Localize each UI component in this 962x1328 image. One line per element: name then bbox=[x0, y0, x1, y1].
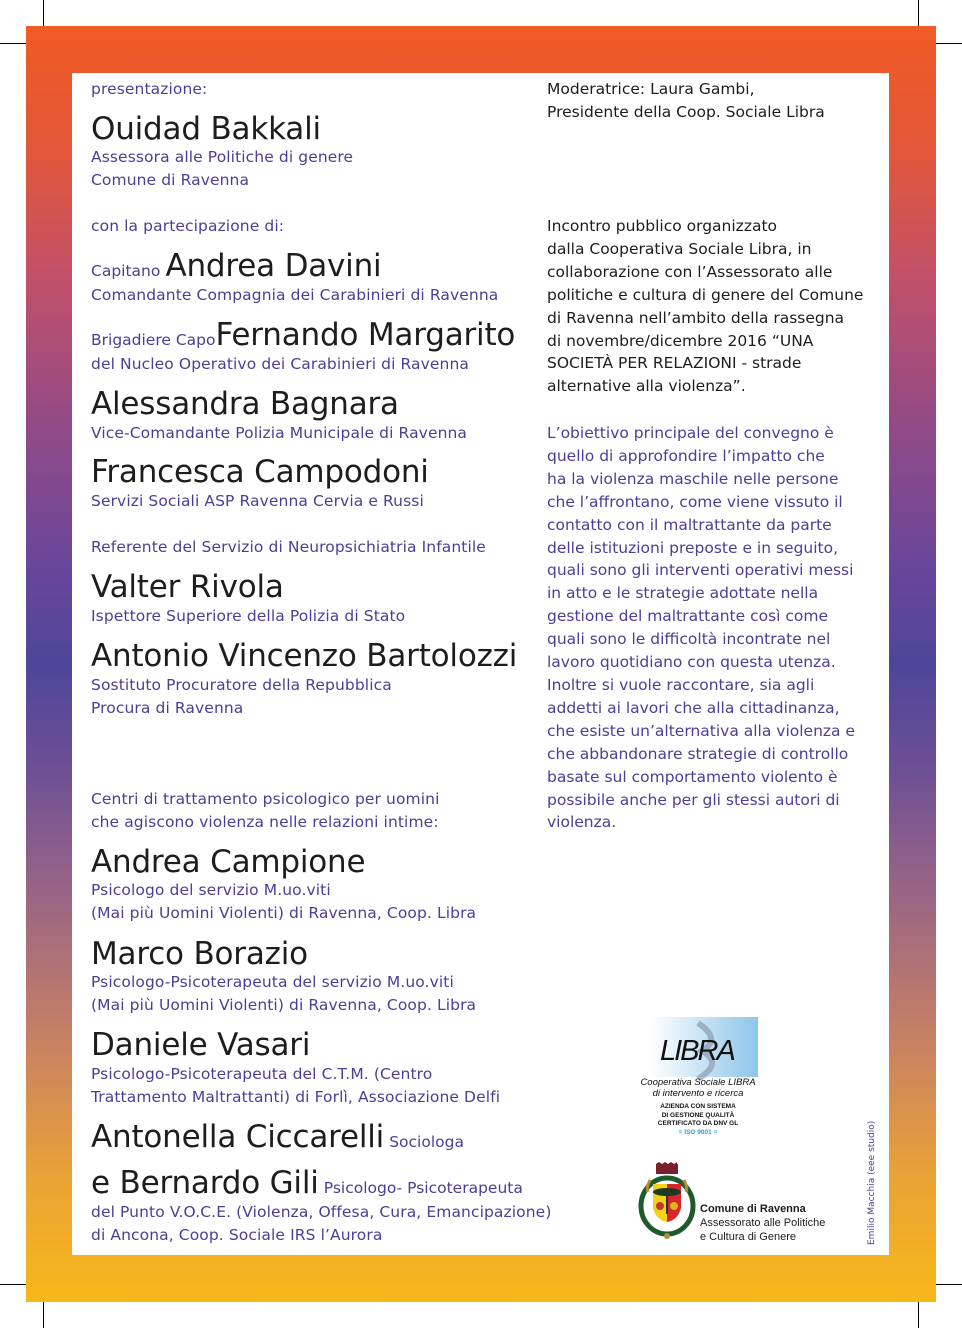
paragraph-line: alternative alla violenza”. bbox=[547, 377, 746, 396]
participant-role: Referente del Servizio di Neuropsichiatria Infantile bbox=[91, 538, 486, 556]
center-role-line: Psicologo del servizio M.uo.viti bbox=[91, 881, 331, 899]
ravenna-coat-of-arms-icon bbox=[636, 1162, 698, 1242]
ravenna-office-line: e Cultura di Genere bbox=[700, 1231, 796, 1243]
paragraph-line: basate sul comportamento violento è bbox=[547, 767, 838, 786]
centers-label-line: che agiscono violenza nelle relazioni intime: bbox=[91, 812, 439, 831]
paragraph-line: delle istituzioni preposte e in seguito, bbox=[547, 538, 839, 557]
moderator bbox=[547, 78, 882, 124]
participant-name: Francesca Campodoni bbox=[91, 454, 429, 490]
moderator-line: Moderatrice: Laura Gambi, bbox=[547, 80, 755, 98]
center-role bbox=[91, 1063, 500, 1108]
center-role-line: del Punto V.O.C.E. (Violenza, Offesa, Cura, Emancipazione) bbox=[91, 1203, 552, 1221]
participant-role-line: Procura di Ravenna bbox=[91, 698, 244, 717]
paragraph-line: quello di approfondire l’impatto che bbox=[547, 446, 825, 465]
paragraph-line: Inoltre si vuole raccontare, sia agli bbox=[547, 675, 815, 694]
center bbox=[91, 1166, 523, 1200]
paragraph-line: possibile anche per gli stessi autori di bbox=[547, 790, 840, 809]
center-name: Marco Borazio bbox=[91, 936, 308, 972]
libra-cert-line: AZIENDA CON SISTEMA bbox=[660, 1103, 736, 1110]
center-role-line: Trattamento Maltrattanti) di Forlì, Associazione Delfi bbox=[91, 1087, 501, 1106]
center-name: Andrea Campione bbox=[91, 844, 366, 880]
paragraph-line: che esiste un’alternativa alla violenza e bbox=[547, 721, 856, 740]
paragraph-line: di novembre/dicembre 2016 “UNA bbox=[547, 331, 814, 350]
centers-label bbox=[91, 788, 440, 833]
libra-cert-line: CERTIFICATO DA DNV GL bbox=[657, 1120, 739, 1127]
participant-role: Comandante Compagnia dei Carabinieri di Ravenna bbox=[91, 286, 499, 304]
participant bbox=[91, 249, 381, 283]
center-name: Antonella Ciccarelli bbox=[91, 1119, 385, 1155]
paragraph-line: SOCIETÀ PER RELAZIONI - strade bbox=[547, 354, 802, 373]
participant-name: Valter Rivola bbox=[91, 569, 284, 605]
center-role-line: Psicologo-Psicoterapeuta del C.T.M. (Centro bbox=[91, 1065, 433, 1083]
participant-name: Alessandra Bagnara bbox=[91, 386, 399, 422]
moderator-line: Presidente della Coop. Sociale Libra bbox=[547, 102, 825, 121]
paragraph-line: ha la violenza maschile nelle persone bbox=[547, 469, 839, 488]
paragraph-line: gestione del maltrattante così come bbox=[547, 607, 829, 626]
center-role bbox=[91, 879, 476, 924]
paragraph-line: collaborazione con l’Assessorato alle bbox=[547, 262, 833, 281]
objective-paragraph bbox=[547, 422, 882, 834]
center-role: Sociologa bbox=[389, 1133, 464, 1151]
presenter-name: Ouidad Bakkali bbox=[91, 111, 321, 147]
participant-role-line: Sostituto Procuratore della Repubblica bbox=[91, 676, 392, 694]
center-name: Daniele Vasari bbox=[91, 1027, 311, 1063]
paragraph-line: in atto e le strategie adottate nella bbox=[547, 584, 819, 603]
paragraph-line: L’obiettivo principale del convegno è bbox=[547, 424, 834, 442]
paragraph-line: politiche e cultura di genere del Comune bbox=[547, 285, 864, 304]
center-name: e Bernardo Gili bbox=[91, 1165, 319, 1201]
paragraph-line: lavoro quotidiano con questa utenza. bbox=[547, 653, 836, 672]
libra-logo bbox=[636, 1017, 760, 1139]
participation-label: con la partecipazione di: bbox=[91, 217, 285, 235]
participant bbox=[91, 318, 515, 352]
participant-name: Antonio Vincenzo Bartolozzi bbox=[91, 638, 518, 674]
participant-role: Ispettore Superiore della Polizia di Stato bbox=[91, 607, 406, 625]
libra-iso-badge: = ISO 9001 = bbox=[678, 1128, 718, 1136]
center-role-line: (Mai più Uomini Violenti) di Ravenna, Coop. Libra bbox=[91, 995, 477, 1014]
presenter-role bbox=[91, 146, 353, 191]
center-role bbox=[91, 1201, 551, 1246]
paragraph-line: contatto con il maltrattante da parte bbox=[547, 515, 832, 534]
intro-label: presentazione: bbox=[91, 80, 208, 98]
paragraph-line: violenza. bbox=[547, 813, 617, 832]
participant-role bbox=[91, 674, 392, 719]
presenter-role-line: Comune di Ravenna bbox=[91, 170, 250, 189]
center-role-line: Psicologo-Psicoterapeuta del servizio M.uo.viti bbox=[91, 973, 454, 991]
libra-cert-line: DI GESTIONE QUALITÀ bbox=[661, 1111, 735, 1119]
center-role: Psicologo- Psicoterapeuta bbox=[323, 1179, 523, 1197]
center-role bbox=[91, 971, 476, 1016]
paragraph-line: quali sono le difficoltà incontrate nel bbox=[547, 630, 831, 649]
designer-credit: Emilio Macchia (eee studio) bbox=[867, 1120, 877, 1245]
paragraph-line: di Ravenna nell’ambito della rassegna bbox=[547, 308, 845, 327]
participant-role: Servizi Sociali ASP Ravenna Cervia e Russi bbox=[91, 492, 424, 510]
center-role-line: (Mai più Uomini Violenti) di Ravenna, Coop. Libra bbox=[91, 903, 477, 922]
participant-rank: Capitano bbox=[91, 262, 161, 280]
paragraph-line: quali sono gli interventi operativi messi bbox=[547, 561, 854, 580]
paragraph-line: che abbandonare strategie di controllo bbox=[547, 744, 849, 763]
participant-name: Fernando Margarito bbox=[215, 317, 516, 353]
participant-rank: Brigadiere Capo bbox=[91, 331, 216, 349]
intro-paragraph bbox=[547, 215, 882, 398]
center-role-line: di Ancona, Coop. Sociale IRS l’Aurora bbox=[91, 1225, 383, 1244]
libra-wordmark: LIBRA bbox=[660, 1035, 734, 1067]
ravenna-logo bbox=[636, 1162, 866, 1242]
centers-label-line: Centri di trattamento psicologico per uomini bbox=[91, 790, 440, 808]
participant-role: Vice-Comandante Polizia Municipale di Ravenna bbox=[91, 424, 468, 442]
paragraph-line: Incontro pubblico organizzato bbox=[547, 217, 778, 235]
libra-name: Cooperativa Sociale LIBRA bbox=[640, 1077, 756, 1088]
center bbox=[91, 1120, 464, 1154]
ravenna-name: Comune di Ravenna bbox=[700, 1203, 806, 1215]
participant-role: del Nucleo Operativo dei Carabinieri di Ravenna bbox=[91, 355, 469, 373]
libra-subtitle: di intervento e ricerca bbox=[652, 1088, 744, 1099]
paragraph-line: che l’affrontano, come viene vissuto il bbox=[547, 492, 843, 511]
paragraph-line: dalla Cooperativa Sociale Libra, in bbox=[547, 239, 812, 258]
participant-name: Andrea Davini bbox=[165, 248, 382, 284]
presenter-role-line: Assessora alle Politiche di genere bbox=[91, 148, 354, 166]
paragraph-line: addetti ai lavori che alla cittadinanza, bbox=[547, 698, 840, 717]
ravenna-office-line: Assessorato alle Politiche bbox=[700, 1217, 826, 1229]
